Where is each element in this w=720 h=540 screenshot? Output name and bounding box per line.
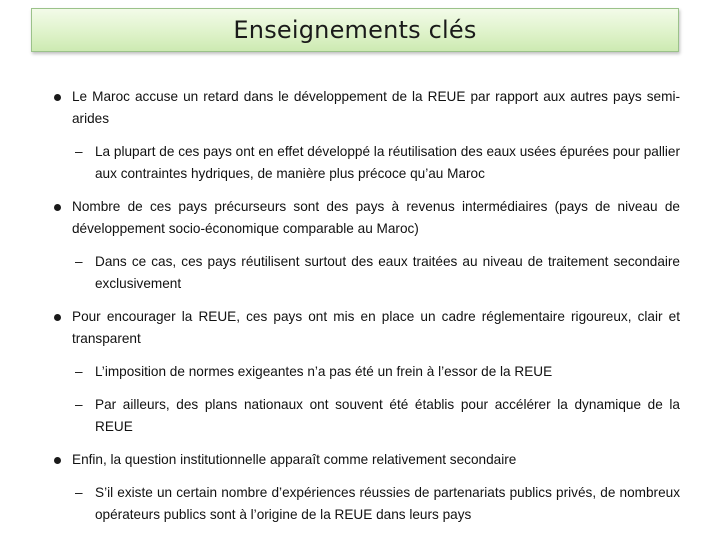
bullet-text: Enfin, la question institutionnelle apparaît comme relativement secondaire (72, 452, 517, 467)
bullet-dot-icon (54, 457, 61, 464)
dash-icon: – (75, 397, 83, 412)
bullet-point (53, 86, 680, 130)
bullet-dot-icon (54, 204, 61, 211)
dash-icon: – (75, 144, 83, 159)
title-banner (31, 8, 679, 52)
bullet-point (53, 449, 680, 471)
bullet-text: Pour encourager la REUE, ces pays ont mis en place un cadre réglementaire rigoureux, clair et transparent (72, 309, 680, 346)
dash-icon: – (75, 364, 83, 379)
bullet-dot-icon (54, 94, 61, 101)
page-title: Enseignements clés (233, 16, 477, 44)
sub-point (72, 361, 680, 383)
sub-point-text: Par ailleurs, des plans nationaux ont souvent été établis pour accélérer la dynamique de la REUE (95, 397, 680, 434)
key-points-list (53, 86, 680, 526)
dash-icon: – (75, 485, 83, 500)
sub-point-text: Dans ce cas, ces pays réutilisent surtout des eaux traitées au niveau de traitement secondaire exclusivement (95, 254, 680, 291)
sub-point-text: L’imposition de normes exigeantes n’a pas été un frein à l’essor de la REUE (95, 364, 553, 379)
bullet-point (53, 196, 680, 240)
sub-point (72, 251, 680, 295)
bullet-dot-icon (54, 314, 61, 321)
bullet-text: Le Maroc accuse un retard dans le développement de la REUE par rapport aux autres pays semi-arides (72, 89, 680, 126)
bullet-text: Nombre de ces pays précurseurs sont des pays à revenus intermédiaires (pays de niveau de développement socio-économique comparable au Maroc) (72, 199, 680, 236)
sub-point-text: La plupart de ces pays ont en effet développé la réutilisation des eaux usées épurées pour pallier aux contraintes hydriques, de manière plus précoce qu’au Maroc (95, 144, 680, 181)
sub-point (72, 141, 680, 185)
bullet-point (53, 306, 680, 350)
dash-icon: – (75, 254, 83, 269)
sub-point (72, 394, 680, 438)
sub-point (72, 482, 680, 526)
sub-point-text: S’il existe un certain nombre d’expériences réussies de partenariats publics privés, de nombreux opérateurs publics sont à l’origine de la REUE dans leurs pays (95, 485, 680, 522)
